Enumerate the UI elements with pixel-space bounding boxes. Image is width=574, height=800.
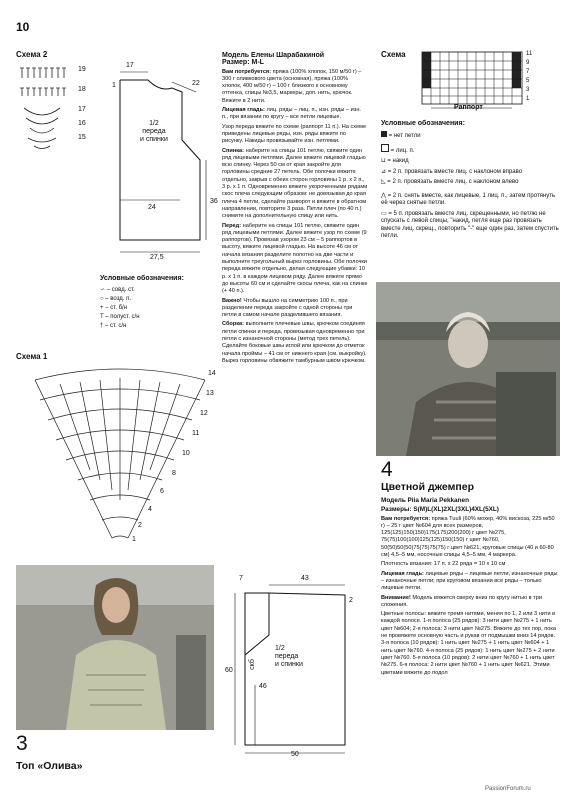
pattern2-dim: 7	[239, 575, 243, 582]
model4-stitch: Лицевая гладь: лицевые ряды – лицевые петли, изнаночные ряды – изнаночные петли; при круговом вязании все ряды – только лицевые петли.	[381, 570, 558, 592]
model4-materials: Вам потребуется: пряжа Tuuli (60% мохер, 40% вискоза, 225 м/50 г) – 25 г цвет №604 для всех размеров, 125(125)150(150)175(175)200(200) г цвет №275, 75(75)100(100)125(125)150(150) г цвет №760, 50(50)50(50)75(75)75(75) г цвет №621, круговые спицы (40 и 60-80 см) 4,5–5 мм, носочные спицы 4,5–5 мм, 4 маркера.	[381, 515, 555, 559]
model4-author: Модель Piia Maria Pekkanen	[381, 497, 469, 504]
model3-stitch: Лицевая гладь: лиц. ряды – лиц. п., изн. ряды – изн. п., при вязании по кругу – все петли лицевые.	[222, 107, 361, 121]
dc-icon: †	[100, 323, 104, 329]
pattern2-dim: 43	[301, 575, 309, 582]
pattern2-side: скб	[248, 659, 256, 670]
model3-text	[222, 52, 368, 365]
scheme1-row-label: 2	[138, 522, 142, 529]
model3-important: Важно! Чтобы вышло на симметрию 100 п., при разделении переда закройте с одной стороны три петли в самом начале разделившего вязания.	[222, 297, 353, 319]
model3-assembly: Сборка: выполните плечевые швы, крючком соединяя петли спинки и переда, провязывая одновременно три петли с изнаночной стороны (метод трех петель). Сделайте боковые швы иглой или крючком до отметок начала проймы – 41 см от нижнего края (см. выкройку). Вырез горловины обвяжите тамбурным швом крючком.	[222, 321, 367, 364]
model3-materials: Вам потребуется: пряжа (100% хлопок, 150 м/50 г) – 300 г оливкового цвета (основная), пряжа (100% хлопок, 400 м/50 г) – 100 г близкого к основному оттенка, спицы №3,5, маркеры, доп. нить, крючок. Вяжите в 2 нити.	[222, 68, 362, 104]
legend-right-item: ◺ = 2 п. провязать вместе лиц. с наклоном влево	[381, 179, 519, 185]
scheme2-row-label: 19	[78, 66, 86, 73]
model4-important: Внимание! Модель вяжется сверху вниз по кругу нитью в три сложения.	[381, 594, 542, 608]
model3-number: 3	[16, 732, 28, 755]
model3-photo	[16, 565, 214, 730]
scheme1-label: Схема 1	[16, 352, 48, 361]
pattern2-dim: 2	[349, 597, 353, 604]
model4-title: Цветной джемпер	[381, 481, 474, 493]
scheme2-diagram	[14, 60, 94, 155]
scheme2-row-label: 18	[78, 86, 86, 93]
legend-left-item: + – ст. б/н	[100, 305, 128, 311]
scheme1-row-label: 8	[172, 470, 176, 477]
model3-pattern-note: Узор переда вяжите по схеме (раппорт 11 п.). На схеме приведены лицевые ряды, изн. ряды вяжите по рисунку. Накиды провязывайте изн. петлями.	[222, 123, 367, 145]
legend-right-item: ⊔ = накид	[381, 158, 409, 164]
pattern1-dim: 22	[192, 80, 200, 87]
decrease-icon: ⋀	[381, 192, 386, 199]
legend-left-item: T – полуст. с/н	[100, 314, 140, 320]
scheme-label: Схема	[381, 50, 406, 59]
model4-number: 4	[381, 458, 393, 481]
scheme1-row-label: 10	[182, 450, 190, 457]
model4-sizes: Размеры: S(M)L(XL)2XL(3XL)4XL(5XL)	[381, 506, 499, 514]
legend-left-list	[100, 286, 195, 331]
legend-right-item: ▭ = 5 п. провязать вместе лиц. скрещенными, но петлю не спускать с левой спицы, "накид, петля еще раз провязать вместе лиц. скрещ., повторить "-" еще один раз, затем спустить петли.	[381, 210, 559, 239]
pattern1-dim: 17	[126, 62, 134, 69]
model3-title: Топ «Олива»	[16, 760, 83, 772]
model3-back: Спинка: наберите на спицы 101 петлю, свяжите один ряд лицевыми петлями. Далее вяжите лицевой гладью всю спинку. Через 50 см от края закройте для горловины средние 27 петель. Обе полочки вяжите отдельно, закрыв с обеих сторон горловины 1 р. х 2 п., 3 р. х 1 п. Одновременно вяжите укороченными рядами скос плеча следующим образом: не довязывая до края плеча 4 петли, сделайте разворот и вяжите в обратном направлении, повторите 3 раза. Петли плеч (по 40 п.) снимите на дополнительную спицу или нить.	[222, 147, 368, 220]
watermark: PassionForum.ru	[485, 786, 531, 792]
scheme1-row-label: 13	[206, 390, 214, 397]
scheme-grid	[418, 50, 548, 112]
model3-size: Размер: M-L	[222, 59, 264, 67]
chain-icon: ∽	[100, 287, 106, 293]
model4-stripes: Цветные полосы: вяжите тремя нитями, меняя по 1, 2 или 3 нити в каждой полосе. 1-я полоса (25 рядов): 3 нити цвет №275 + 1 нить цвет №604; 2-я полоса: 3 нити цвет №275. Вяжите до тех пор, пока не провяжете основную часть и рукав от подмышки вниз 14 рядов. 3-я полоса (10 рядов): 1 нить цвет №275 + 1 нить цвет №604 + 1 нить цвет №760. 4-я полоса (25 рядов): 1 нить цвет №275 + 2 нити цвет №760. 5-я полоса (10 рядов): 2 нити цвет №760 + 1 нить цвет №275. 6-я полоса: 2 нити цвет №760 + 1 нить цвет №621. Этими цветами вяжите до подол	[381, 611, 557, 676]
legend-right-item: = нет петли	[381, 131, 561, 141]
legend-right-item: ⋀ = 2 п. снять вместе, как лицевые, 1 лиц. п., затем протянуть её через снятые петли.	[381, 192, 556, 206]
pattern1-dim: 24	[148, 204, 156, 211]
k2tog-left-icon: ◺	[381, 179, 386, 185]
sc-icon: ○	[100, 296, 104, 302]
model4-photo	[376, 282, 560, 456]
scheme1-row-label: 14	[208, 370, 216, 377]
scheme1-diagram	[20, 360, 220, 555]
knit-icon	[381, 144, 389, 152]
pattern2-dim: 50	[291, 751, 299, 758]
scheme1-row-label: 6	[160, 488, 164, 495]
legend-left-item: ∽ – совд. ст.	[100, 287, 135, 293]
legend-right-list	[381, 131, 561, 241]
legend-left-item: ○ – возд. п.	[100, 296, 132, 302]
pattern1-dim: 36	[210, 198, 218, 205]
legend-right-item: ⊿ = 2 п. провязать вместе лиц. с наклоном вправо	[381, 168, 523, 175]
pattern2-label: 1/2 переда и спинки	[275, 645, 303, 668]
legend-left-item: † – ст. с/н	[100, 323, 127, 329]
pattern1-diagram	[100, 60, 225, 260]
pattern1-dim: 27,5	[150, 254, 164, 261]
pattern2-diagram	[225, 575, 365, 760]
pattern1-label: 1/2 переда и спинки	[140, 120, 168, 143]
scheme2-symbols	[20, 68, 66, 149]
rapport-label: Раппорт	[454, 104, 483, 111]
pattern2-dim: 60	[225, 667, 233, 674]
yarn-over-icon: ⊔	[381, 158, 386, 164]
pattern1-dim: 1	[112, 82, 116, 89]
cluster-icon: ▭	[381, 210, 387, 217]
legend-right-item: = лиц. п.	[381, 144, 561, 156]
scheme1-row-label: 11	[192, 430, 200, 437]
scheme1-row-label: 4	[148, 506, 152, 513]
model3-front: Перед: наберите на спицы 101 петлю, свяжите один ряд лицевыми петлями. Далее вяжите узор по схеме (9 раппортов). Провязав узором 23 см – 5 раппортов в высоту, вяжите лицевой гладью. На высоте 46 см от начала вязания разделите полотно на две части и выполните треугольный вырез горловины. Обе полочки переда вяжите отдельно, делая следующие убавки: 10 р. х 1 п. в каждом лицевом ряду. Далее вяжите прямо до высоты 60 см и сделайте скосы плеча, как на спинке (+ 40 п.).	[222, 222, 368, 295]
k2tog-right-icon: ⊿	[381, 168, 387, 175]
page-number: 10	[16, 20, 30, 34]
legend-left-title: Условные обозначения:	[100, 275, 184, 282]
scheme2-label: Схема 2	[16, 50, 48, 59]
model3-author: Модель Елены Шарабакиной	[222, 52, 325, 59]
model4-text	[381, 497, 559, 677]
plus-icon: +	[100, 305, 104, 311]
pattern2-dim: 46	[259, 683, 267, 690]
scheme1-row-label: 1	[132, 536, 136, 543]
legend-right-title: Условные обозначения:	[381, 120, 465, 127]
scheme-row-labels: 11 9 7 5 3 1	[526, 51, 533, 102]
model4-gauge: Плотность вязания: 17 п. х 22 ряда = 10 х 10 см	[381, 561, 506, 568]
scheme2-row-label: 17	[78, 106, 86, 113]
scheme2-row-label: 15	[78, 134, 86, 141]
half-dc-icon: T	[100, 314, 104, 320]
no-stitch-icon	[381, 131, 387, 137]
scheme1-row-label: 12	[200, 410, 208, 417]
scheme2-row-label: 16	[78, 120, 86, 127]
